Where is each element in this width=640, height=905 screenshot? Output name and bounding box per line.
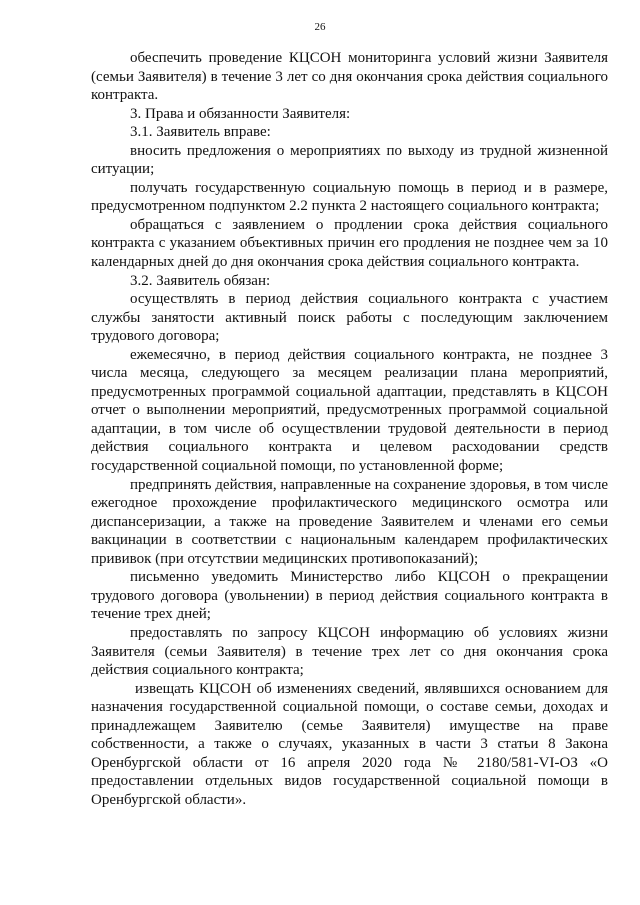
subsection-heading-rights: 3.1. Заявитель вправе: bbox=[130, 124, 271, 141]
paragraph-monthly-report: ежемесячно, в период действия социального контракта, не позднее 3 числа месяца, следующего за месяцем реализации плана мероприятий, предусмотренных программой социальной адаптации, представлять в КЦСОН отчет о выполнении мероприятий, предусмотренных программой социальной адаптации, в том числе об осуществлении трудовой деятельности в период действия социального контракта и целевом расходовании средств государственной социальной помощи, по установленной форме; bbox=[91, 346, 608, 475]
paragraph-provide-info: предоставлять по запросу КЦСОН информацию об условиях жизни Заявителя (семьи Заявителя) в течение трех лет со дня окончания срока действия социального контракта; bbox=[91, 624, 608, 679]
paragraph-health: предпринять действия, направленные на сохранение здоровья, в том числе ежегодное прохождение профилактического медицинского осмотра или диспансеризации, а также на проведение Заявителем и членами его семьи вакцинации в соответствии с национальным календарем профилактических прививок (при отсутствии медицинских противопоказаний); bbox=[91, 476, 608, 567]
paragraph-notify-dismissal: письменно уведомить Министерство либо КЦСОН о прекращении трудового договора (увольнении) в период действия социального контракта в течение трех дней; bbox=[91, 569, 608, 623]
paragraph-proposals: вносить предложения о мероприятиях по выходу из трудной жизненной ситуации; bbox=[91, 142, 608, 178]
page-number: 26 bbox=[314, 21, 326, 33]
document-body bbox=[91, 49, 608, 809]
paragraph-job-search: осуществлять в период действия социального контракта с участием службы занятости активный поиск работы с последующим заключением трудового договора; bbox=[91, 291, 608, 345]
subsection-heading-duties: 3.2. Заявитель обязан: bbox=[130, 272, 271, 289]
paragraph-monitoring: обеспечить проведение КЦСОН мониторинга условий жизни Заявителя (семьи Заявителя) в течение 3 лет со дня окончания срока действия социального контракта. bbox=[91, 50, 608, 104]
section-heading-rights-duties: 3. Права и обязанности Заявителя: bbox=[130, 105, 351, 122]
paragraph-notify-changes: извещать КЦСОН об изменениях сведений, являвшихся основанием для назначения государственной социальной помощи, о составе семьи, доходах и принадлежащем Заявителю (семье Заявителя) имуществе на праве собственности, а также о случаях, указанных в части 3 статьи 8 Закона Оренбургской области от 16 апреля 2020 года № 2180/581-VI-ОЗ «О предоставлении отдельных видов государственной социальной помощи в Оренбургской области». bbox=[91, 680, 608, 808]
paragraph-extension-request: обращаться с заявлением о продлении срока действия социального контракта с указанием объективных причин его продления не позднее чем за 10 календарных дней до дня окончания срока действия социального контракта. bbox=[91, 216, 608, 271]
paragraph-receive-aid: получать государственную социальную помощь в период и в размере, предусмотренном подпунктом 2.2 пункта 2 настоящего социального контракта; bbox=[91, 179, 608, 215]
